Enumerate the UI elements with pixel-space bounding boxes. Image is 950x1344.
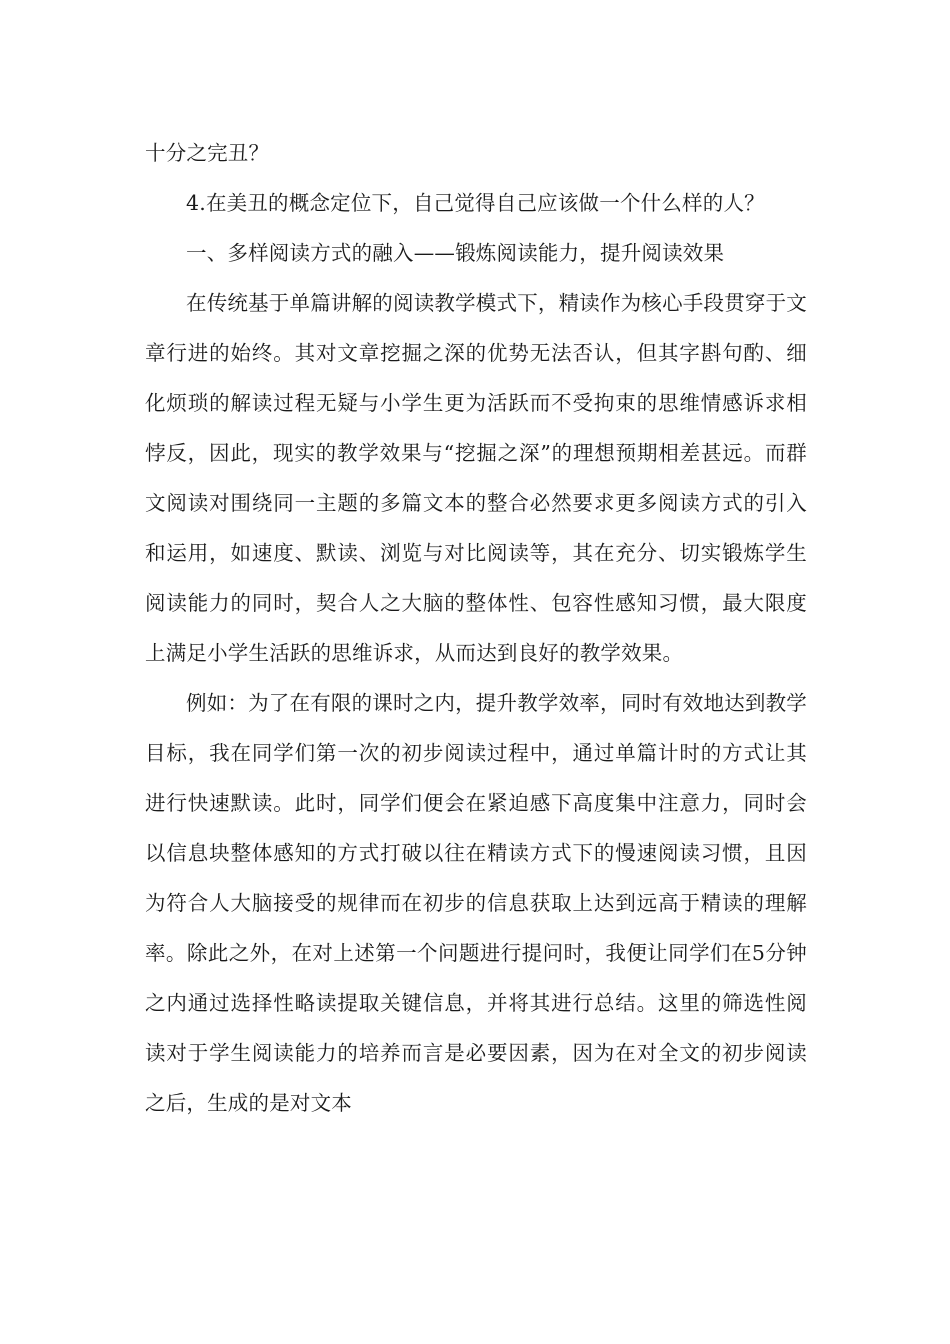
paragraph-body: 在传统基于单篇讲解的阅读教学模式下，精读作为核心手段贯穿于文章行进的始终。其对文章挖掘之深的优势无法否认，但其字斟句酌、细化烦琐的解读过程无疑与小学生更为活跃而不受拘束的思维情感诉求相悖反，因此，现实的教学效果与“挖掘之深”的理想预期相差甚远。而群文阅读对围绕同一主题的多篇文本的整合必然要求更多阅读方式的引入和运用，如速度、默读、浏览与对比阅读等，其在充分、切实锻炼学生阅读能力的同时，契合人之大脑的整体性、包容性感知习惯，最大限度上满足小学生活跃的思维诉求，从而达到良好的教学效果。	[145, 291, 807, 665]
paragraph-question-4: 4.在美丑的概念定位下，自己觉得自己应该做一个什么样的人？	[186, 191, 765, 215]
section-heading: 一、多样阅读方式的融入——锻炼阅读能力，提升阅读效果	[186, 241, 725, 265]
document-body	[145, 128, 807, 1128]
paragraph-continuation: 十分之完丑？	[145, 141, 270, 165]
paragraph-example: 例如：为了在有限的课时之内，提升教学效率，同时有效地达到教学目标，我在同学们第一次的初步阅读过程中，通过单篇计时的方式让其进行快速默读。此时，同学们便会在紧迫感下高度集中注意力，同时会以信息块整体感知的方式打破以往在精读方式下的慢速阅读习惯，且因为符合人大脑接受的规律而在初步的信息获取上达到远高于精读的理解率。除此之外，在对上述第一个问题进行提问时，我便让同学们在5分钟之内通过选择性略读提取关键信息，并将其进行总结。这里的筛选性阅读对于学生阅读能力的培养而言是必要因素，因为在对全文的初步阅读之后，生成的是对文本	[145, 691, 807, 1115]
